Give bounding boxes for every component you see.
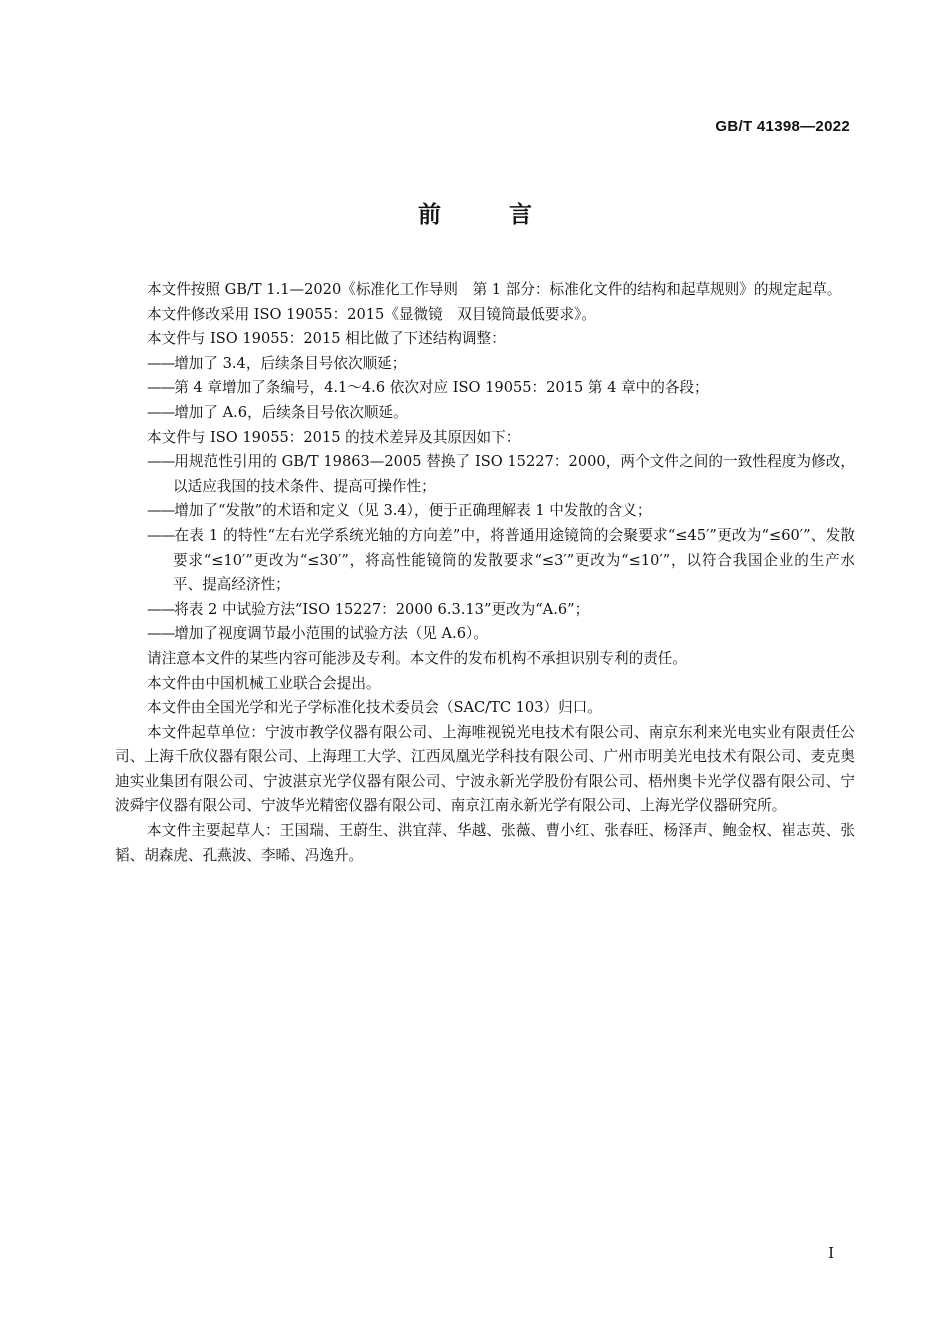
list-item-text: 增加了视度调节最小范围的试验方法（见 A.6）。 <box>174 625 488 643</box>
list-item <box>115 499 855 524</box>
list-item <box>115 376 855 401</box>
dash-marker: —— <box>147 502 175 520</box>
list-item <box>115 598 855 623</box>
paragraph-technical-intro: 本文件与 ISO 19055：2015 的技术差异及其原因如下： <box>147 428 521 446</box>
paragraph-committee: 本文件由全国光学和光子学标准化技术委员会（SAC/TC 103）归口。 <box>147 699 602 717</box>
list-item-text: 第 4 章增加了条编号，4.1～4.6 依次对应 ISO 19055：2015 第 4 章中的各段； <box>174 379 709 397</box>
dash-marker: —— <box>147 625 175 643</box>
page-number: I <box>828 1244 834 1262</box>
paragraph-drafting-rules: 本文件按照 GB/T 1.1—2020《标准化工作导则 第 1 部分：标准化文件的结构和起草规则》的规定起草。 <box>147 281 842 298</box>
list-item-text: 增加了“发散”的术语和定义（见 3.4），便于正确理解表 1 中发散的含义； <box>174 502 652 520</box>
paragraph-drafting-units: 本文件起草单位：宁波市教学仪器有限公司、上海唯视锐光电技术有限公司、南京东利来光电实业有限责任公司、上海千欣仪器有限公司、上海理工大学、江西凤凰光学科技有限公司、广州市明美光电技术有限公司、麦克奥迪实业集团有限公司、宁波湛京光学仪器有限公司、宁波永新光学股份有限公司、梧州奥卡光学仪器有限公司、宁波舜宇仪器有限公司、宁波华光精密仪器有限公司、南京江南永新光学有限公司、上海光学仪器研究所。 <box>115 723 855 815</box>
list-item-text: 增加了 3.4，后续条目号依次顺延； <box>174 354 407 372</box>
page-title <box>0 196 950 229</box>
paragraph-structural-intro: 本文件与 ISO 19055：2015 相比做了下述结构调整： <box>147 330 506 348</box>
title-char-1: 前 <box>418 202 441 228</box>
dash-marker: —— <box>147 403 175 421</box>
document-code: GB/T 41398—2022 <box>715 118 850 135</box>
list-item-text: 在表 1 的特性“左右光学系统光轴的方向差”中，将普通用途镜筒的会聚要求“≤45′”更改为“≤60′”、发散要求“≤10′”更改为“≤30′”，将高性能镜筒的发散要求“≤3′”更改为“≤10′”，以符合我国企业的生产水平、提高经济性； <box>173 526 855 594</box>
list-item <box>115 401 855 426</box>
paragraph-adoption: 本文件修改采用 ISO 19055：2015《显微镜 双目镜筒最低要求》。 <box>147 305 596 323</box>
paragraph-drafters: 本文件主要起草人：王国瑞、王蔚生、洪宜萍、华越、张薇、曹小红、张春旺、杨泽声、鲍金权、崔志英、张韬、胡森虎、孔燕波、李晞、冯逸升。 <box>115 822 855 864</box>
dash-marker: —— <box>147 354 175 372</box>
list-item <box>115 622 855 647</box>
list-item <box>115 352 855 377</box>
dash-marker: —— <box>147 600 175 618</box>
dash-marker: —— <box>147 453 175 471</box>
list-item-text: 用规范性引用的 GB/T 19863—2005 替换了 ISO 15227：2000，两个文件之间的一致性程度为修改，以适应我国的技术条件、提高可操作性； <box>173 453 855 495</box>
dash-marker: —— <box>147 526 175 544</box>
list-item-text: 增加了 A.6，后续条目号依次顺延。 <box>174 403 408 421</box>
list-item <box>115 450 855 499</box>
foreword-body <box>115 278 855 868</box>
list-item <box>115 524 855 598</box>
title-char-2: 言 <box>509 202 532 228</box>
paragraph-patent-notice: 请注意本文件的某些内容可能涉及专利。本文件的发布机构不承担识别专利的责任。 <box>147 649 687 667</box>
dash-marker: —— <box>147 379 175 397</box>
list-item-text: 将表 2 中试验方法“ISO 15227：2000 6.3.13”更改为“A.6”； <box>174 600 590 618</box>
paragraph-proposer: 本文件由中国机械工业联合会提出。 <box>147 674 381 692</box>
